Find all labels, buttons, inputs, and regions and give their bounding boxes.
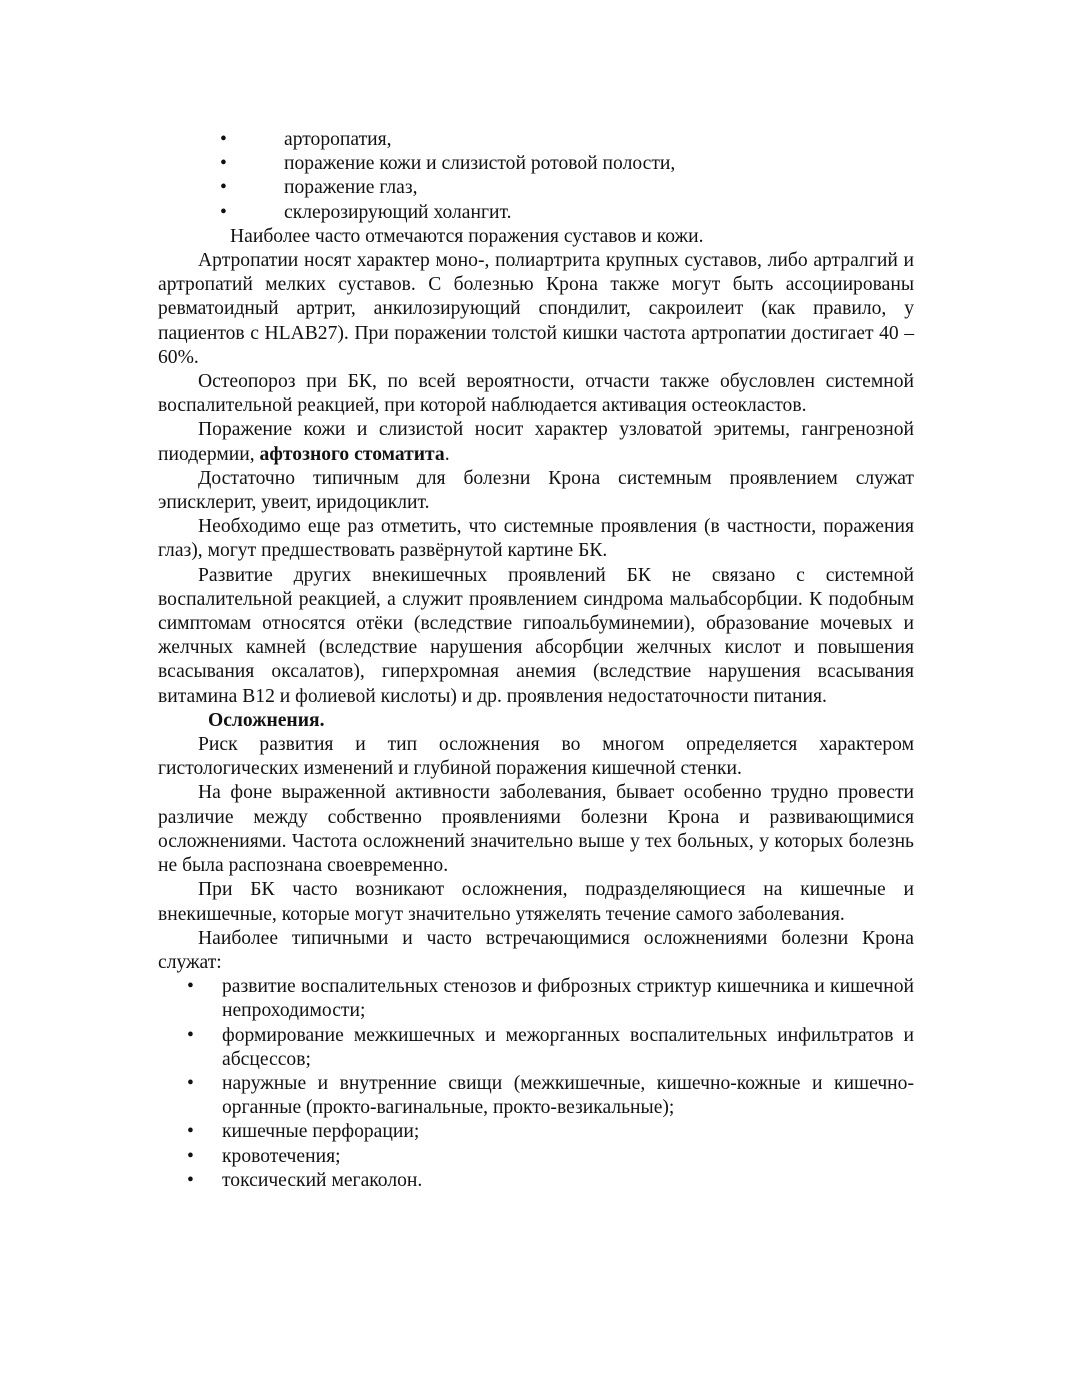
extraintestinal-list — [158, 128, 914, 225]
complications-list — [158, 975, 914, 1193]
list-item-text: поражение глаз, — [284, 177, 418, 199]
paragraph-eyes: Достаточно типичным для болезни Крона системным проявлением служат эписклерит, увеит, иридоциклит. — [158, 467, 914, 514]
bullet-icon: • — [220, 129, 227, 150]
paragraph-skin — [158, 418, 914, 466]
list-item-text: токсический мегаколон. — [222, 1169, 423, 1191]
bullet-icon: • — [187, 1121, 194, 1143]
list-item-text: наружные и внутренние свищи (межкишечные, кишечно-кожные и кишечно-органные (прокто-вагинальные, прокто-везикальные); — [222, 1072, 914, 1119]
paragraph-malabsorption: Развитие других внекишечных проявлений БК не связано с системной воспалительной реакцией, а служит проявлением синдрома мальабсорбции. К подобным симптомам относятся отёки (вследствие гипоальбуминемии), образование мочевых и желчных камней (вследствие нарушения абсорбции желчных кислот и повышения всасывания оксалатов), гиперхромная анемия (вследствие нарушения всасывания витамина В12 и фолиевой кислоты) и др. проявления недостаточности питания. — [158, 564, 914, 707]
list-item — [158, 1145, 914, 1169]
list-item — [158, 176, 914, 200]
bullet-icon: • — [220, 201, 227, 223]
list-item-text: формирование межкишечных и межорганных воспалительных инфильтратов и абсцессов; — [222, 1024, 914, 1070]
list-item-text: кровотечения; — [222, 1145, 341, 1167]
list-item — [158, 1169, 914, 1193]
paragraph-background: На фоне выраженной активности заболевания, бывает особенно трудно провести различие между собственно проявлениями болезни Крона и развивающимися осложнениями. Частота осложнений значительно выше у тех больных, у которых болезнь не была распознана своевременно. — [158, 782, 914, 877]
list-item — [158, 152, 914, 176]
paragraph-arthropathy: Артропатии носят характер моно-, полиартрита крупных суставов, либо артралгий и артропатий мелких суставов. С болезнью Крона также могут быть ассоциированы ревматоидный артрит, анкилозирующий спондилит, сакроилеит (как правило, у пациентов с HLAB27). При поражении толстой кишки частота артропатии достигает 40 – 60%. — [158, 250, 914, 368]
bullet-icon: • — [187, 1169, 194, 1191]
bullet-icon: • — [220, 177, 227, 199]
list-item-text: развитие воспалительных стенозов и фиброзных стриктур кишечника и кишечной непроходимости; — [222, 976, 914, 1022]
paragraph-risk: Риск развития и тип осложнения во многом определяется характером гистологических изменений и глубиной поражения кишечной стенки. — [158, 734, 914, 780]
list-item-text: поражение кожи и слизистой ротовой полости, — [284, 153, 676, 175]
list-item — [158, 201, 914, 225]
paragraph-skin-text: Поражение кожи и слизистой носит характер узловатой эритемы, гангренозной пиодермии, — [158, 419, 914, 465]
list-item — [158, 975, 914, 1023]
list-item-text: арторопатия, — [284, 129, 392, 150]
document-page — [158, 128, 914, 1193]
list-item — [158, 1024, 914, 1072]
paragraph-skin-end: . — [444, 443, 450, 465]
paragraph-typical: Наиболее типичными и часто встречающимися осложнениями болезни Крона служат: — [158, 927, 914, 973]
bullet-icon: • — [187, 1072, 194, 1094]
list-item — [158, 1120, 914, 1144]
paragraph-joints-skin: Наиболее часто отмечаются поражения суставов и кожи. — [230, 225, 704, 247]
bullet-icon: • — [187, 976, 194, 998]
list-item — [158, 128, 914, 152]
bullet-icon: • — [187, 1145, 194, 1167]
heading-complications: Осложнения. — [208, 709, 325, 731]
list-item — [158, 1072, 914, 1120]
paragraph-osteoporosis: Остеопороз при БК, по всей вероятности, отчасти также обусловлен системной воспалительной реакцией, при которой наблюдается активация остеокластов. — [158, 371, 914, 417]
paragraph-types: При БК часто возникают осложнения, подразделяющиеся на кишечные и внекишечные, которые могут значительно утяжелять течение самого заболевания. — [158, 879, 914, 925]
list-item-text: кишечные перфорации; — [222, 1121, 420, 1143]
paragraph-precede: Необходимо еще раз отметить, что системные проявления (в частности, поражения глаз), могут предшествовать развёрнутой картине БК. — [158, 516, 914, 562]
list-item-text: склерозирующий холангит. — [284, 201, 512, 223]
bullet-icon: • — [220, 153, 227, 175]
bullet-icon: • — [187, 1024, 194, 1046]
paragraph-skin-bold: афтозного стоматита — [259, 443, 445, 465]
